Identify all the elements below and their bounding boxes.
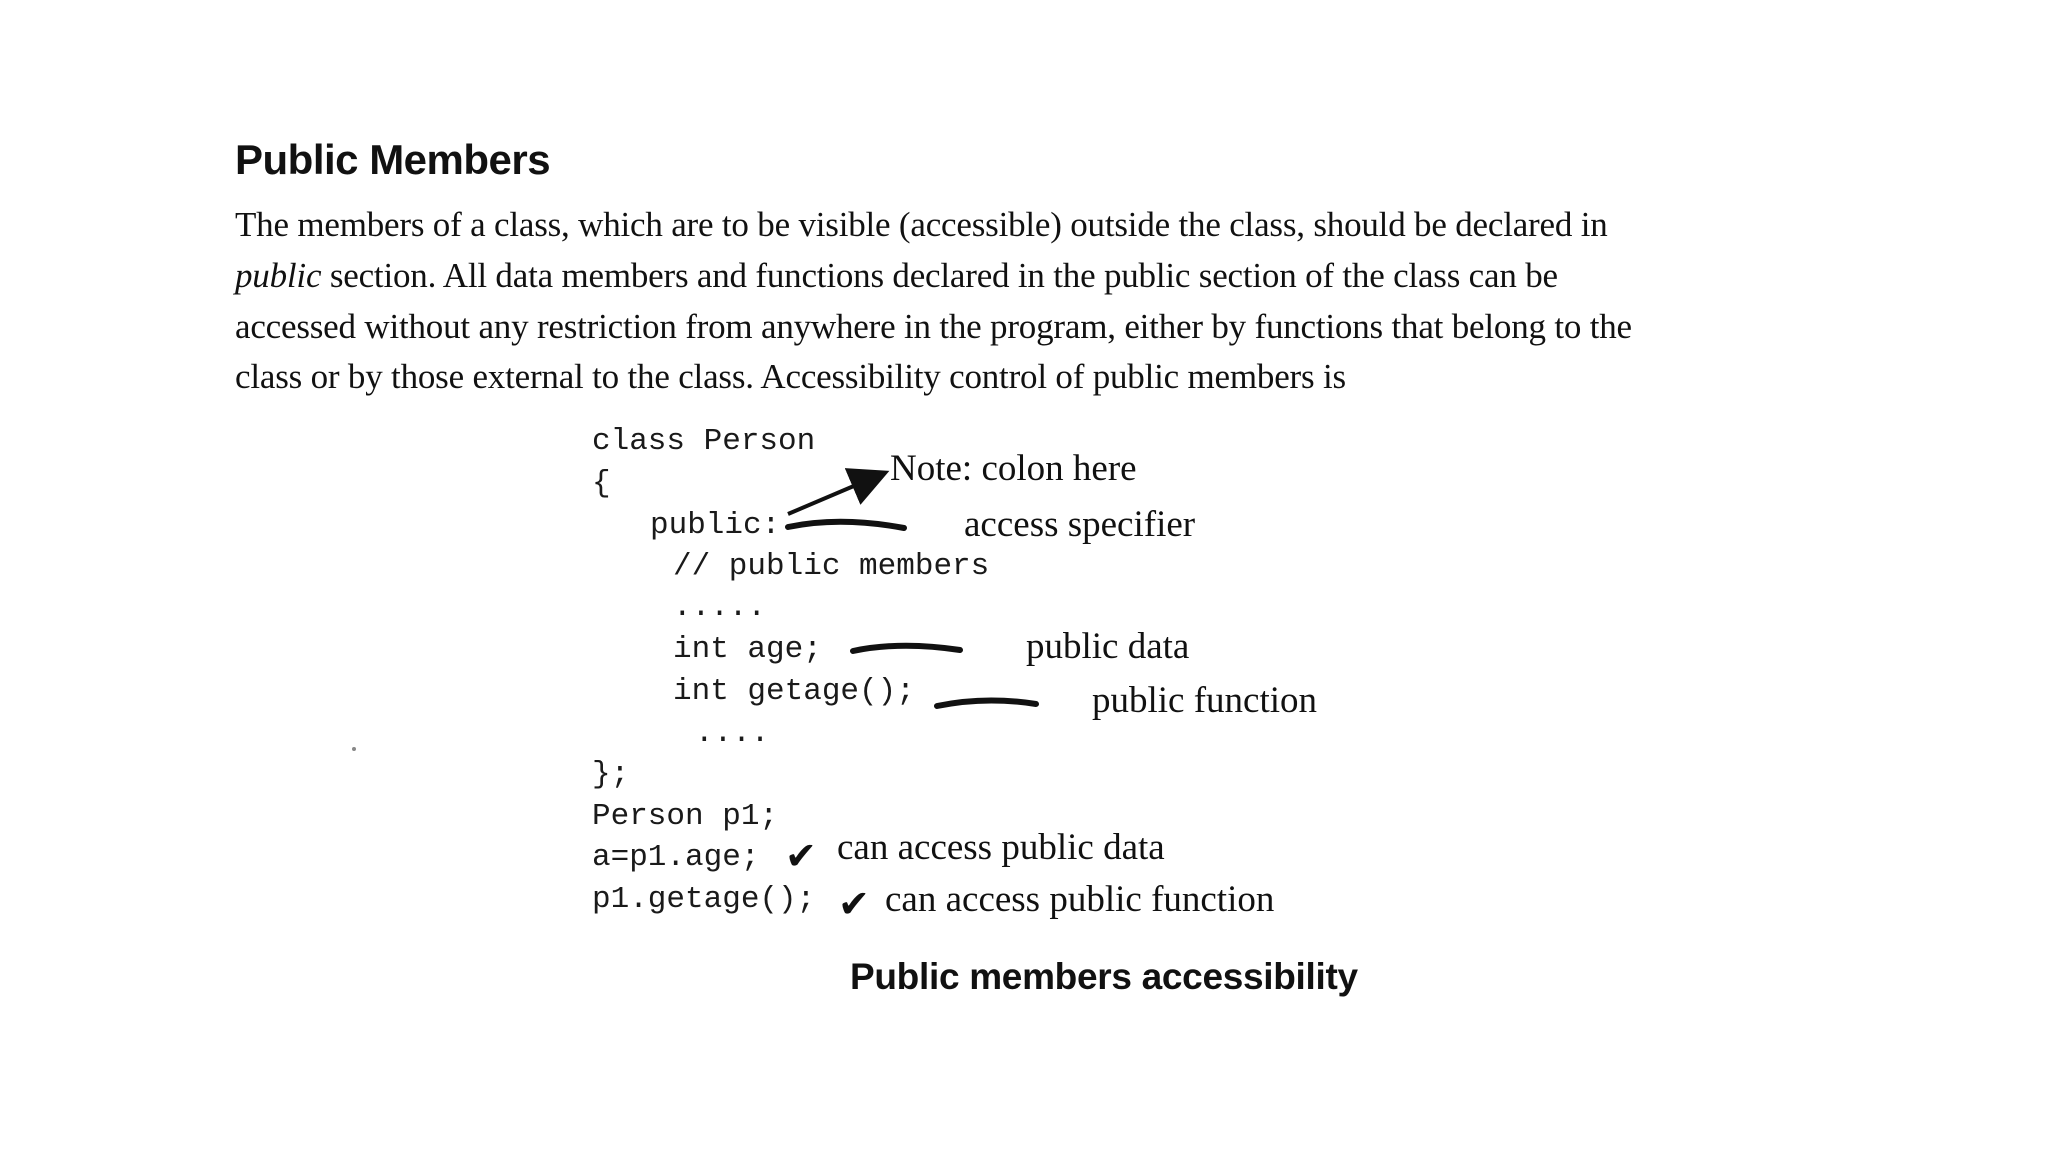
code-line-int-getage: int getage();: [673, 674, 915, 709]
paragraph-line-2-rest: section. All data members and functions declared in the public section of the class can be: [321, 256, 1558, 295]
keyword-public: public: [235, 256, 322, 295]
annotation-public-function: public function: [1092, 680, 1318, 721]
code-line-close-brace: };: [592, 757, 630, 792]
paragraph-line-2: [235, 256, 1558, 296]
code-line-comment: // public members: [673, 549, 990, 584]
section-heading: Public Members: [235, 136, 551, 183]
pointer-stroke-specifier-icon: [788, 522, 904, 528]
code-line-call-getage: p1.getage();: [592, 882, 816, 917]
annotation-can-access-data: can access public data: [837, 827, 1165, 868]
code-line-dots-1: .....: [673, 590, 767, 625]
pointer-stroke-function-icon: [937, 700, 1036, 706]
code-line-public: public:: [650, 508, 781, 543]
stray-dot-icon: [352, 747, 356, 751]
check-mark-icon: ✔: [785, 834, 817, 878]
annotation-public-data: public data: [1026, 626, 1190, 667]
code-line-class: class Person: [592, 424, 816, 459]
code-line-access-age: a=p1.age;: [592, 840, 760, 875]
paragraph-line-1: The members of a class, which are to be visible (accessible) outside the class, should be declared in: [235, 205, 1608, 244]
check-mark-icon: ✔: [838, 882, 870, 926]
arrow-to-note-icon: [788, 474, 882, 514]
annotation-colon-note: Note: colon here: [890, 448, 1137, 489]
code-line-open-brace: {: [592, 466, 611, 501]
code-line-person-p1: Person p1;: [592, 799, 779, 834]
code-line-dots-2: ....: [695, 716, 770, 751]
pointer-stroke-data-icon: [853, 646, 960, 651]
figure-caption: Public members accessibility: [850, 956, 1358, 997]
annotation-access-specifier: access specifier: [964, 504, 1196, 545]
paragraph-line-4: class or by those external to the class. Accessibility control of public members is: [235, 357, 1346, 396]
paragraph-line-3: accessed without any restriction from anywhere in the program, either by functions that belong to the: [235, 307, 1632, 346]
code-line-int-age: int age;: [673, 632, 822, 667]
annotation-can-access-function: can access public function: [885, 879, 1275, 920]
